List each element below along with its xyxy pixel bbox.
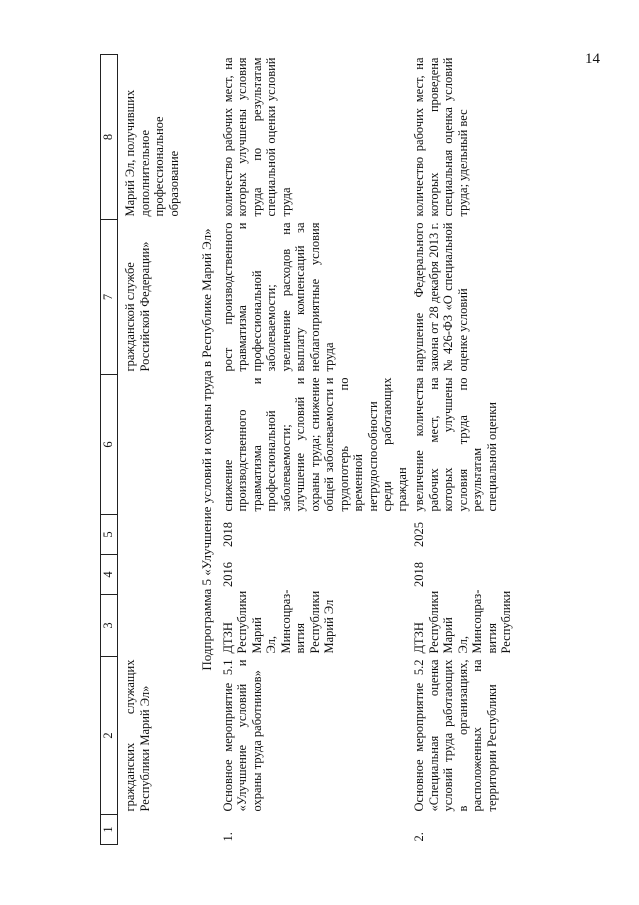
- header-col-5: 5: [101, 515, 118, 555]
- header-col-3: 3: [101, 595, 118, 657]
- row-start-year: 2016: [220, 562, 235, 587]
- row-consequences: нарушение Федерального закона от 28 декабря 2013 г. № 426-ФЗ «О специальной оценке условий: [412, 222, 470, 372]
- continuation-row: [118, 55, 195, 845]
- row-executor: ДТЗН Республики Марий Эл, Минсоцраз-вития Республики Марий Эл: [220, 589, 336, 654]
- row-executor: ДТЗН Республики Марий Эл, Минсоцраз-вития Республики: [412, 589, 513, 654]
- cont-col-5: [118, 515, 195, 555]
- row-end-year: 2025: [412, 522, 426, 547]
- row-indicator: количество рабочих мест, на которых проведена специальная оценка условий труда; удельный вес: [412, 57, 470, 217]
- header-col-7: 7: [101, 220, 118, 375]
- cont-col-6: [118, 375, 195, 515]
- header-col-6: 6: [101, 375, 118, 515]
- row-start-year: 2018: [412, 562, 426, 587]
- cont-indicator: Марий Эл, получивших дополнительное профессиональное образование: [123, 89, 181, 217]
- table-row: [410, 55, 523, 845]
- header-row: [101, 55, 118, 845]
- header-col-4: 4: [101, 555, 118, 595]
- cont-col-3: [118, 595, 195, 657]
- page-number: 14: [585, 51, 600, 67]
- cont-col-4: [118, 555, 195, 595]
- row-expected-result: увеличение количества рабочих мест, на которых улучшены условия труда по результатам специальной оценки: [412, 377, 499, 512]
- rotated-table-container: [100, 55, 600, 845]
- row-number: 1.: [220, 832, 235, 842]
- row-measure: Основное мероприятие 5.2 «Специальная оценка условий труда работающих в организациях, расположенных на территории Республики: [412, 659, 499, 812]
- header-col-1: 1: [101, 815, 118, 845]
- header-col-8: 8: [101, 55, 118, 220]
- row-expected-result: снижение производственного травматизма и профессиональной заболеваемости; улучшение условий и охраны труда; снижение общей заболеваемости и трудопотерь по временной нетрудоспособности среди работающих граждан: [220, 377, 409, 512]
- row-consequences: рост производственного травматизма и профессиональной заболеваемости; увеличение расходов на выплату компенсаций за неблагоприятные условия труда: [220, 222, 336, 372]
- row-measure: Основное мероприятие 5.1 «Улучшение условий и охраны труда работников»: [220, 659, 264, 812]
- row-indicator: количество рабочих мест, на которых улучшены условия труда по результатам специальной оценки условий труда: [220, 57, 293, 217]
- subprogram-row: [194, 55, 219, 845]
- row-number: 2.: [412, 832, 426, 842]
- measures-table: [100, 54, 523, 845]
- table-row: [219, 55, 411, 845]
- cont-measure: гражданских служащих Республики Марий Эл»: [123, 659, 152, 812]
- cont-col-1: [118, 815, 195, 845]
- cont-consequences: гражданской службе Российской Федерации»: [123, 241, 152, 372]
- subprogram-title: Подпрограмма 5 «Улучшение условий и охраны труда в Республике Марий Эл»: [199, 228, 214, 671]
- row-end-year: 2018: [220, 522, 235, 547]
- header-col-2: 2: [101, 657, 118, 815]
